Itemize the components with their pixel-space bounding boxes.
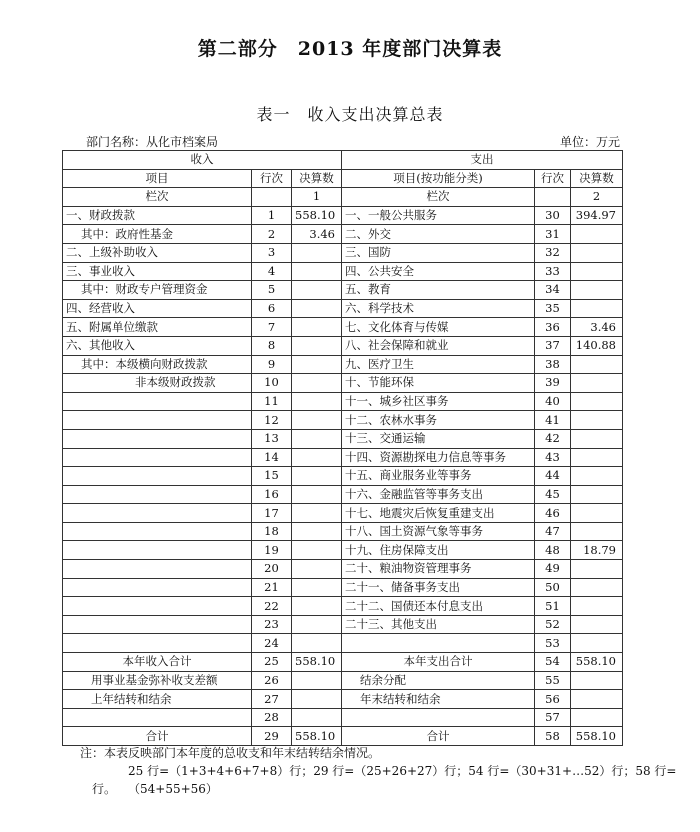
income-item-cell: 用事业基金弥补收支差额 (63, 671, 252, 690)
expense-item-cell: 十三、交通运输 (342, 429, 535, 448)
table-row (63, 262, 623, 281)
income-amount-cell: 3.46 (292, 225, 342, 244)
income-item-cell: 五、附属单位缴款 (63, 318, 252, 337)
expense-row-no-cell: 57 (535, 708, 571, 727)
income-row-no-cell: 6 (252, 299, 292, 318)
income-item-cell (63, 392, 252, 411)
income-row-no-cell: 13 (252, 429, 292, 448)
expense-amount-cell (571, 597, 623, 616)
table-row (63, 653, 623, 672)
expense-row-no-cell: 58 (535, 727, 571, 746)
expense-item-cell: 十九、住房保障支出 (342, 541, 535, 560)
expense-row-no-cell: 53 (535, 634, 571, 653)
expense-amount-cell (571, 504, 623, 523)
table-row (63, 727, 623, 746)
expense-item-cell: 合计 (342, 727, 535, 746)
expense-row-no-cell: 43 (535, 448, 571, 467)
income-row-no-cell: 1 (252, 206, 292, 225)
expense-row-no-cell: 32 (535, 243, 571, 262)
expense-row-no-cell: 56 (535, 690, 571, 709)
expense-header: 支出 (342, 151, 623, 170)
expense-item-cell: 五、教育 (342, 281, 535, 300)
income-amount-cell (292, 374, 342, 393)
expense-amount-cell: 394.97 (571, 206, 623, 225)
income-amount-cell (292, 429, 342, 448)
income-item-cell (63, 467, 252, 486)
income-item-cell: 其中：本级横向财政拨款 (63, 355, 252, 374)
income-row-no-cell: 29 (252, 727, 292, 746)
expense-row-no-cell: 37 (535, 336, 571, 355)
income-item-cell: 二、上级补助收入 (63, 243, 252, 262)
income-item-cell: 四、经营收入 (63, 299, 252, 318)
table-row (63, 541, 623, 560)
lanci-income-num: 1 (292, 188, 342, 207)
expense-amount-cell (571, 262, 623, 281)
expense-amount-cell (571, 374, 623, 393)
income-row-no-cell: 21 (252, 578, 292, 597)
income-item-cell (63, 578, 252, 597)
expense-item-cell: 十六、金融监管等事务支出 (342, 485, 535, 504)
income-amount-cell (292, 541, 342, 560)
expense-amount-cell (571, 634, 623, 653)
table-row (63, 281, 623, 300)
expense-amount-cell (571, 429, 623, 448)
expense-item-cell: 二十、粮油物资管理事务 (342, 560, 535, 579)
expense-item-cell: 二十二、国债还本付息支出 (342, 597, 535, 616)
expense-amount-cell: 18.79 (571, 541, 623, 560)
expense-item-cell: 十一、城乡社区事务 (342, 392, 535, 411)
table-row (63, 504, 623, 523)
col-income-item: 项目 (63, 169, 252, 188)
income-item-cell (63, 522, 252, 541)
expense-amount-cell (571, 560, 623, 579)
income-item-cell (63, 541, 252, 560)
income-amount-cell (292, 578, 342, 597)
income-row-no-cell: 2 (252, 225, 292, 244)
income-row-no-cell: 12 (252, 411, 292, 430)
income-row-no-cell: 3 (252, 243, 292, 262)
expense-item-cell: 十八、国土资源气象等事务 (342, 522, 535, 541)
expense-row-no-cell: 50 (535, 578, 571, 597)
income-row-no-cell: 22 (252, 597, 292, 616)
expense-amount-cell (571, 485, 623, 504)
table-row (63, 206, 623, 225)
expense-amount-cell: 140.88 (571, 336, 623, 355)
expense-item-cell: 十五、商业服务业等事务 (342, 467, 535, 486)
income-amount-cell (292, 671, 342, 690)
expense-amount-cell: 3.46 (571, 318, 623, 337)
expense-amount-cell (571, 225, 623, 244)
expense-row-no-cell: 35 (535, 299, 571, 318)
expense-amount-cell (571, 690, 623, 709)
income-amount-cell (292, 243, 342, 262)
income-row-no-cell: 19 (252, 541, 292, 560)
lanci-expense-label: 栏次 (342, 188, 535, 207)
expense-item-cell: 一、一般公共服务 (342, 206, 535, 225)
income-amount-cell (292, 281, 342, 300)
expense-amount-cell (571, 671, 623, 690)
expense-row-no-cell: 46 (535, 504, 571, 523)
expense-row-no-cell: 42 (535, 429, 571, 448)
expense-amount-cell: 558.10 (571, 653, 623, 672)
note-line-2: 25 行=（1+3+4+6+7+8）行；29 行=（25+26+27）行；54 行=（30+31+…52）行；58 行=（54+55+56） (128, 764, 677, 796)
expense-row-no-cell: 30 (535, 206, 571, 225)
expense-item-cell: 结余分配 (342, 671, 535, 690)
table-row (63, 243, 623, 262)
income-amount-cell (292, 504, 342, 523)
table-row (63, 429, 623, 448)
income-item-cell: 一、财政拨款 (63, 206, 252, 225)
table-row (63, 485, 623, 504)
income-item-cell: 合计 (63, 727, 252, 746)
lanci-income-label: 栏次 (63, 188, 252, 207)
table-row (63, 392, 623, 411)
income-amount-cell (292, 299, 342, 318)
income-item-cell: 其中：财政专户管理资金 (63, 281, 252, 300)
income-amount-cell (292, 690, 342, 709)
note-line-3: 行。 (92, 782, 117, 796)
income-amount-cell (292, 597, 342, 616)
income-amount-cell (292, 355, 342, 374)
expense-item-cell: 十七、地震灾后恢复重建支出 (342, 504, 535, 523)
income-amount-cell (292, 392, 342, 411)
income-item-cell (63, 634, 252, 653)
income-amount-cell (292, 560, 342, 579)
expense-row-no-cell: 34 (535, 281, 571, 300)
expense-row-no-cell: 40 (535, 392, 571, 411)
income-item-cell: 本年收入合计 (63, 653, 252, 672)
income-row-no-cell: 8 (252, 336, 292, 355)
table-row (63, 299, 623, 318)
expense-item-cell (342, 708, 535, 727)
expense-amount-cell (571, 522, 623, 541)
lanci-row (63, 188, 623, 207)
col-income-row: 行次 (252, 169, 292, 188)
table-row (63, 690, 623, 709)
table-row (63, 597, 623, 616)
table-row (63, 560, 623, 579)
expense-amount-cell (571, 243, 623, 262)
expense-amount-cell (571, 411, 623, 430)
income-row-no-cell: 28 (252, 708, 292, 727)
expense-amount-cell (571, 467, 623, 486)
income-amount-cell (292, 615, 342, 634)
expense-item-cell: 十、节能环保 (342, 374, 535, 393)
income-row-no-cell: 7 (252, 318, 292, 337)
income-row-no-cell: 18 (252, 522, 292, 541)
income-row-no-cell: 24 (252, 634, 292, 653)
income-item-cell (63, 708, 252, 727)
income-amount-cell (292, 318, 342, 337)
expense-amount-cell (571, 299, 623, 318)
expense-row-no-cell: 41 (535, 411, 571, 430)
expense-amount-cell (571, 355, 623, 374)
unit-label: 单位：万元 (559, 135, 620, 149)
table-row (63, 708, 623, 727)
expense-item-cell: 十四、资源勘探电力信息等事务 (342, 448, 535, 467)
income-amount-cell (292, 467, 342, 486)
col-expense-item: 项目(按功能分类) (342, 169, 535, 188)
expense-item-cell: 四、公共安全 (342, 262, 535, 281)
table-title: 表一 收入支出决算总表 (256, 105, 444, 124)
income-row-no-cell: 17 (252, 504, 292, 523)
expense-item-cell (342, 634, 535, 653)
lanci-expense-blank (535, 188, 571, 207)
table-row (63, 411, 623, 430)
income-amount-cell (292, 485, 342, 504)
income-amount-cell (292, 522, 342, 541)
expense-item-cell: 年末结转和结余 (342, 690, 535, 709)
expense-item-cell: 六、科学技术 (342, 299, 535, 318)
expense-amount-cell (571, 578, 623, 597)
income-item-cell (63, 504, 252, 523)
page-title: 第二部分 2013 年度部门决算表 (197, 38, 503, 60)
expense-item-cell: 七、文化体育与传媒 (342, 318, 535, 337)
budget-table (62, 150, 623, 746)
income-item-cell (63, 429, 252, 448)
income-row-no-cell: 4 (252, 262, 292, 281)
expense-amount-cell: 558.10 (571, 727, 623, 746)
table-row (63, 448, 623, 467)
income-row-no-cell: 9 (252, 355, 292, 374)
expense-row-no-cell: 31 (535, 225, 571, 244)
table-row (63, 225, 623, 244)
expense-row-no-cell: 45 (535, 485, 571, 504)
expense-row-no-cell: 47 (535, 522, 571, 541)
expense-item-cell: 九、医疗卫生 (342, 355, 535, 374)
income-item-cell: 三、事业收入 (63, 262, 252, 281)
income-item-cell: 非本级财政拨款 (63, 374, 252, 393)
income-amount-cell: 558.10 (292, 653, 342, 672)
income-item-cell: 六、其他收入 (63, 336, 252, 355)
table-row (63, 522, 623, 541)
income-amount-cell (292, 634, 342, 653)
income-item-cell: 其中：政府性基金 (63, 225, 252, 244)
expense-amount-cell (571, 281, 623, 300)
income-row-no-cell: 15 (252, 467, 292, 486)
note-line-1: 注：本表反映部门本年度的总收支和年末结转结余情况。 (80, 746, 381, 760)
income-amount-cell: 558.10 (292, 727, 342, 746)
table-row (63, 467, 623, 486)
table-row (63, 318, 623, 337)
expense-amount-cell (571, 615, 623, 634)
expense-row-no-cell: 44 (535, 467, 571, 486)
income-item-cell: 上年结转和结余 (63, 690, 252, 709)
header-row-columns (63, 169, 623, 188)
income-row-no-cell: 5 (252, 281, 292, 300)
table-row (63, 634, 623, 653)
income-amount-cell (292, 262, 342, 281)
income-amount-cell (292, 336, 342, 355)
income-row-no-cell: 16 (252, 485, 292, 504)
expense-item-cell: 二十一、储备事务支出 (342, 578, 535, 597)
table-row (63, 578, 623, 597)
expense-row-no-cell: 33 (535, 262, 571, 281)
col-expense-row: 行次 (535, 169, 571, 188)
income-row-no-cell: 11 (252, 392, 292, 411)
income-item-cell (63, 560, 252, 579)
income-row-no-cell: 26 (252, 671, 292, 690)
income-item-cell (63, 615, 252, 634)
income-item-cell (63, 448, 252, 467)
income-item-cell (63, 411, 252, 430)
expense-row-no-cell: 55 (535, 671, 571, 690)
lanci-expense-num: 2 (571, 188, 623, 207)
income-row-no-cell: 14 (252, 448, 292, 467)
income-item-cell (63, 485, 252, 504)
income-row-no-cell: 20 (252, 560, 292, 579)
income-row-no-cell: 25 (252, 653, 292, 672)
expense-row-no-cell: 52 (535, 615, 571, 634)
expense-row-no-cell: 39 (535, 374, 571, 393)
expense-item-cell: 八、社会保障和就业 (342, 336, 535, 355)
table-row (63, 374, 623, 393)
income-row-no-cell: 27 (252, 690, 292, 709)
expense-row-no-cell: 49 (535, 560, 571, 579)
income-amount-cell (292, 708, 342, 727)
expense-amount-cell (571, 392, 623, 411)
expense-row-no-cell: 51 (535, 597, 571, 616)
income-amount-cell (292, 448, 342, 467)
income-amount-cell: 558.10 (292, 206, 342, 225)
income-item-cell (63, 597, 252, 616)
header-row-sections (63, 151, 623, 170)
expense-row-no-cell: 54 (535, 653, 571, 672)
expense-amount-cell (571, 448, 623, 467)
expense-item-cell: 三、国防 (342, 243, 535, 262)
expense-item-cell: 十二、农林水事务 (342, 411, 535, 430)
income-amount-cell (292, 411, 342, 430)
table-row (63, 671, 623, 690)
table-row (63, 615, 623, 634)
expense-row-no-cell: 38 (535, 355, 571, 374)
income-row-no-cell: 10 (252, 374, 292, 393)
expense-item-cell: 二、外交 (342, 225, 535, 244)
income-row-no-cell: 23 (252, 615, 292, 634)
col-expense-amount: 决算数 (571, 169, 623, 188)
table-row (63, 336, 623, 355)
col-income-amount: 决算数 (292, 169, 342, 188)
table-row (63, 355, 623, 374)
department-name: 部门名称：从化市档案局 (86, 135, 219, 149)
income-header: 收入 (63, 151, 342, 170)
expense-amount-cell (571, 708, 623, 727)
expense-row-no-cell: 36 (535, 318, 571, 337)
expense-row-no-cell: 48 (535, 541, 571, 560)
expense-item-cell: 二十三、其他支出 (342, 615, 535, 634)
expense-item-cell: 本年支出合计 (342, 653, 535, 672)
lanci-income-blank (252, 188, 292, 207)
